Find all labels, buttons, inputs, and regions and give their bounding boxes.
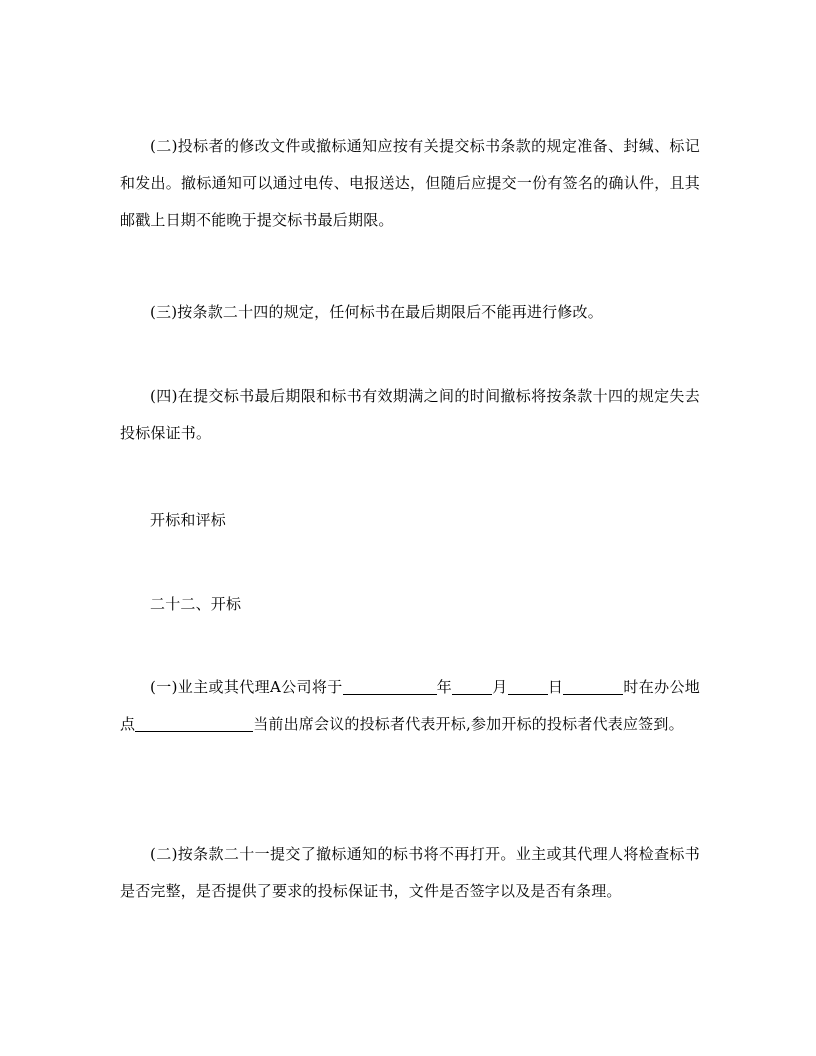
section-heading-opening-evaluation: 开标和评标 [150,511,227,529]
section-heading-bid-opening: 二十二、开标 [150,595,242,613]
location-blank [135,715,253,732]
opening-text-part2: 时在办公地点 [120,678,701,733]
day-blank [508,678,548,695]
paragraph-withdrawn-bids-unopened: (二)按条款二十一提交了撤标通知的标书将不再打开。业主或其代理人将检查标书是否完整，是否提供了要求的投标保证书，文件是否签字以及是否有条理。 [120,845,700,900]
month-label: 月 [492,678,508,696]
opening-text-part1: (一)业主或其代理A公司将于 [150,678,343,696]
year-blank [343,678,437,695]
paragraph-no-modification-after-deadline: (三)按条款二十四的规定，任何标书在最后期限后不能再进行修改。 [150,303,603,321]
paragraph-bid-modification: (二)投标者的修改文件或撤标通知应按有关提交标书条款的规定准备、封缄、标记和发出。撤标通知可以通过电传、电报送达，但随后应提交一份有签名的确认件，且其邮戳上日期不能晚于提交标书最后期限。 [120,137,700,229]
day-label: 日 [547,678,564,696]
opening-text-part3: 当前出席会议的投标者代表开标,参加开标的投标者代表应签到。 [253,715,684,733]
hour-blank [563,678,623,695]
paragraph-opening-schedule [120,669,700,743]
month-blank [452,678,492,695]
paragraph-withdrawal-forfeit: (四)在提交标书最后期限和标书有效期满之间的时间撤标将按条款十四的规定失去投标保证书。 [120,387,700,442]
year-label: 年 [436,678,453,696]
